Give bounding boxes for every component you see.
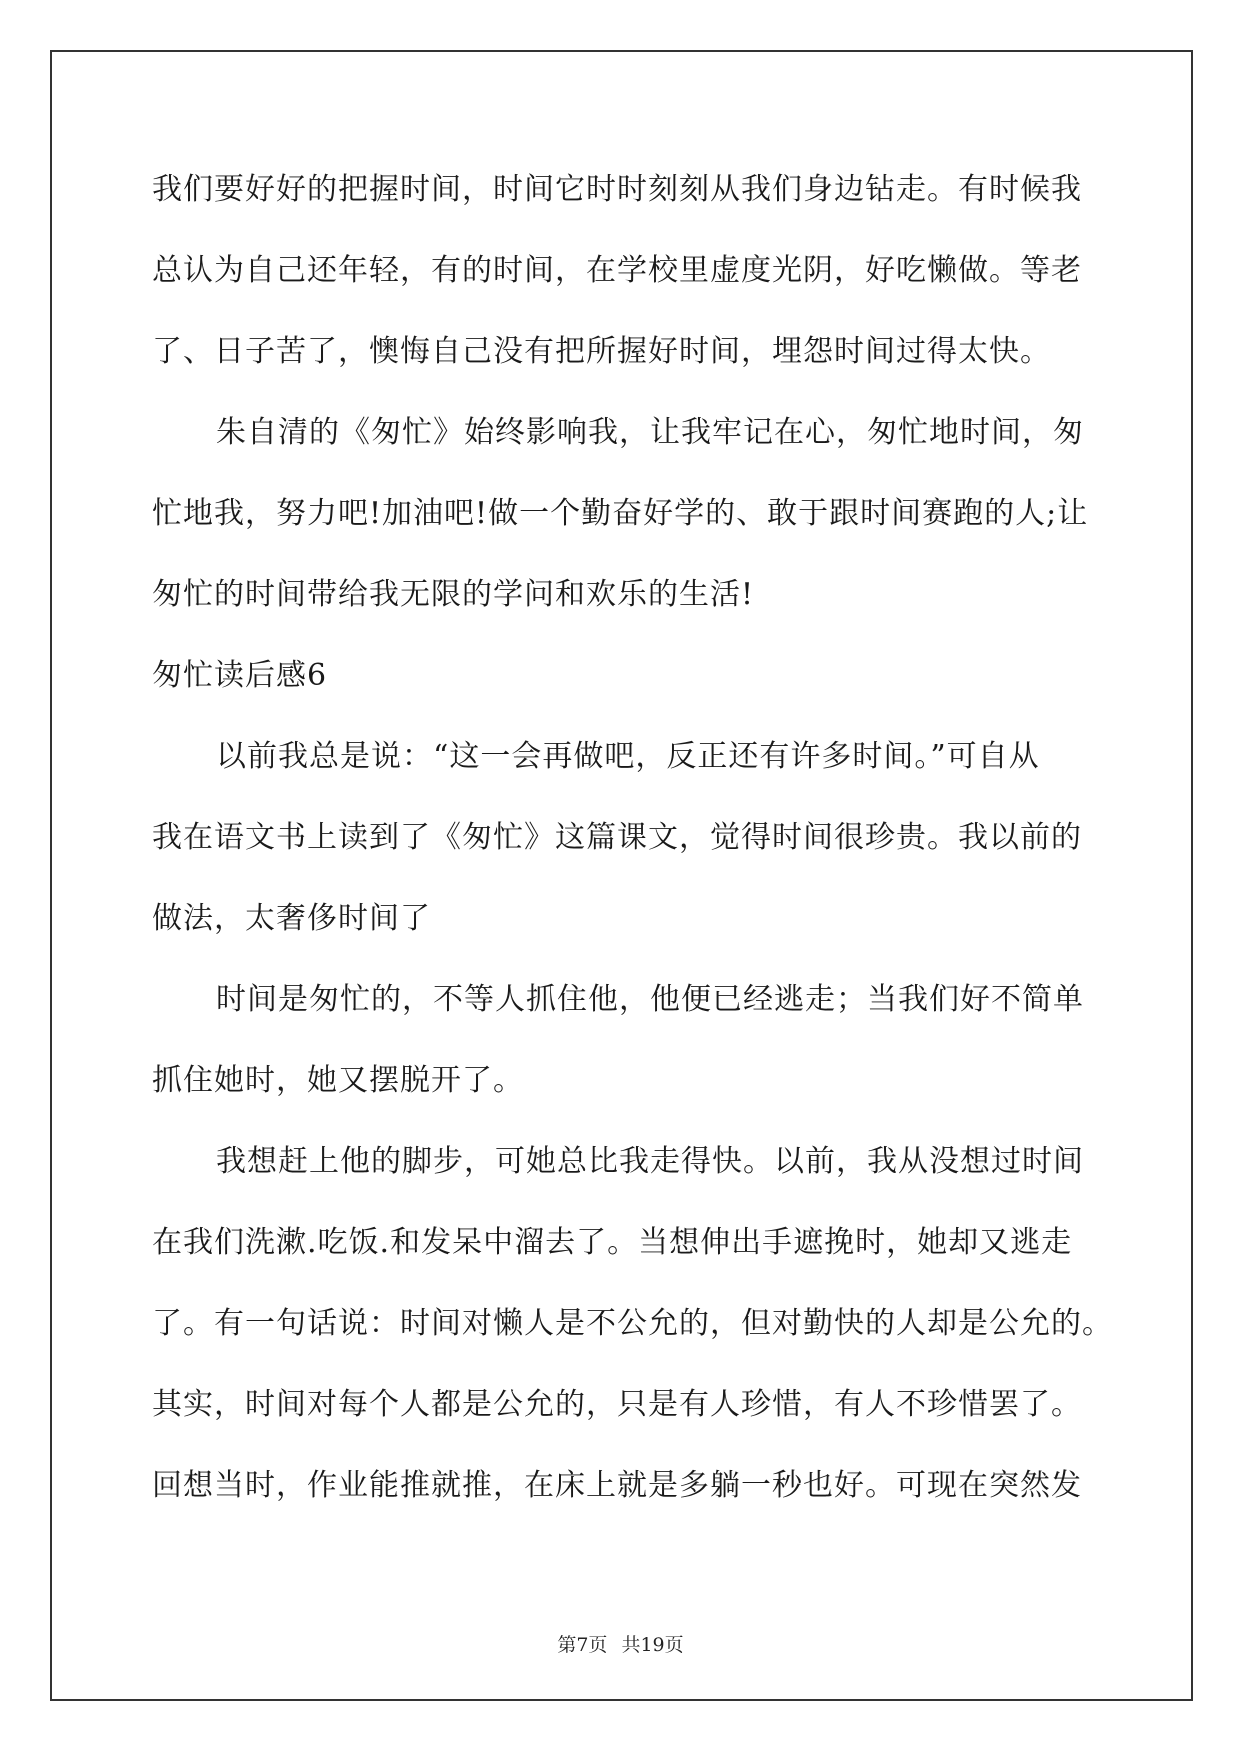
text-line: 我在语文书上读到了《匆忙》这篇课文，觉得时间很珍贵。我以前的: [152, 820, 1082, 855]
text-line: 时间是匆忙的，不等人抓住他，他便已经逃走；当我们好不简单: [216, 982, 1084, 1017]
text-line: 忙地我，努力吧!加油吧!做一个勤奋好学的、敢于跟时间赛跑的人;让: [152, 496, 1089, 531]
page-number: 第7页: [557, 1634, 608, 1656]
section-heading: 匆忙读后感6: [152, 658, 328, 693]
page-footer: [0, 1630, 1241, 1657]
text-line: 我想赶上他的脚步，可她总比我走得快。以前，我从没想过时间: [216, 1144, 1084, 1179]
text-line: 其实，时间对每个人都是公允的，只是有人珍惜，有人不珍惜罢了。: [152, 1387, 1082, 1422]
text-line: 匆忙的时间带给我无限的学问和欢乐的生活!: [152, 577, 755, 612]
text-line: 在我们洗漱.吃饭.和发呆中溜去了。当想伸出手遮挽时，她却又逃走: [152, 1225, 1073, 1260]
page-total: 共19页: [621, 1634, 684, 1656]
text-line: 以前我总是说：“这一会再做吧，反正还有许多时间。”可自从: [216, 739, 1040, 774]
text-line: 了。有一句话说：时间对懒人是不公允的，但对勤快的人却是公允的。: [152, 1306, 1113, 1341]
document-body: [152, 160, 1113, 1537]
text-line: 总认为自己还年轻，有的时间，在学校里虚度光阴，好吃懒做。等老: [152, 253, 1082, 288]
text-line: 回想当时，作业能推就推，在床上就是多躺一秒也好。可现在突然发: [152, 1468, 1082, 1503]
text-line: 做法，太奢侈时间了: [152, 901, 431, 936]
text-line: 朱自清的《匆忙》始终影响我，让我牢记在心，匆忙地时间，匆: [216, 415, 1084, 450]
text-line: 了、日子苦了，懊悔自己没有把所握好时间，埋怨时间过得太快。: [152, 334, 1051, 369]
text-line: 抓住她时，她又摆脱开了。: [152, 1063, 524, 1098]
text-line: 我们要好好的把握时间，时间它时时刻刻从我们身边钻走。有时候我: [152, 172, 1082, 207]
